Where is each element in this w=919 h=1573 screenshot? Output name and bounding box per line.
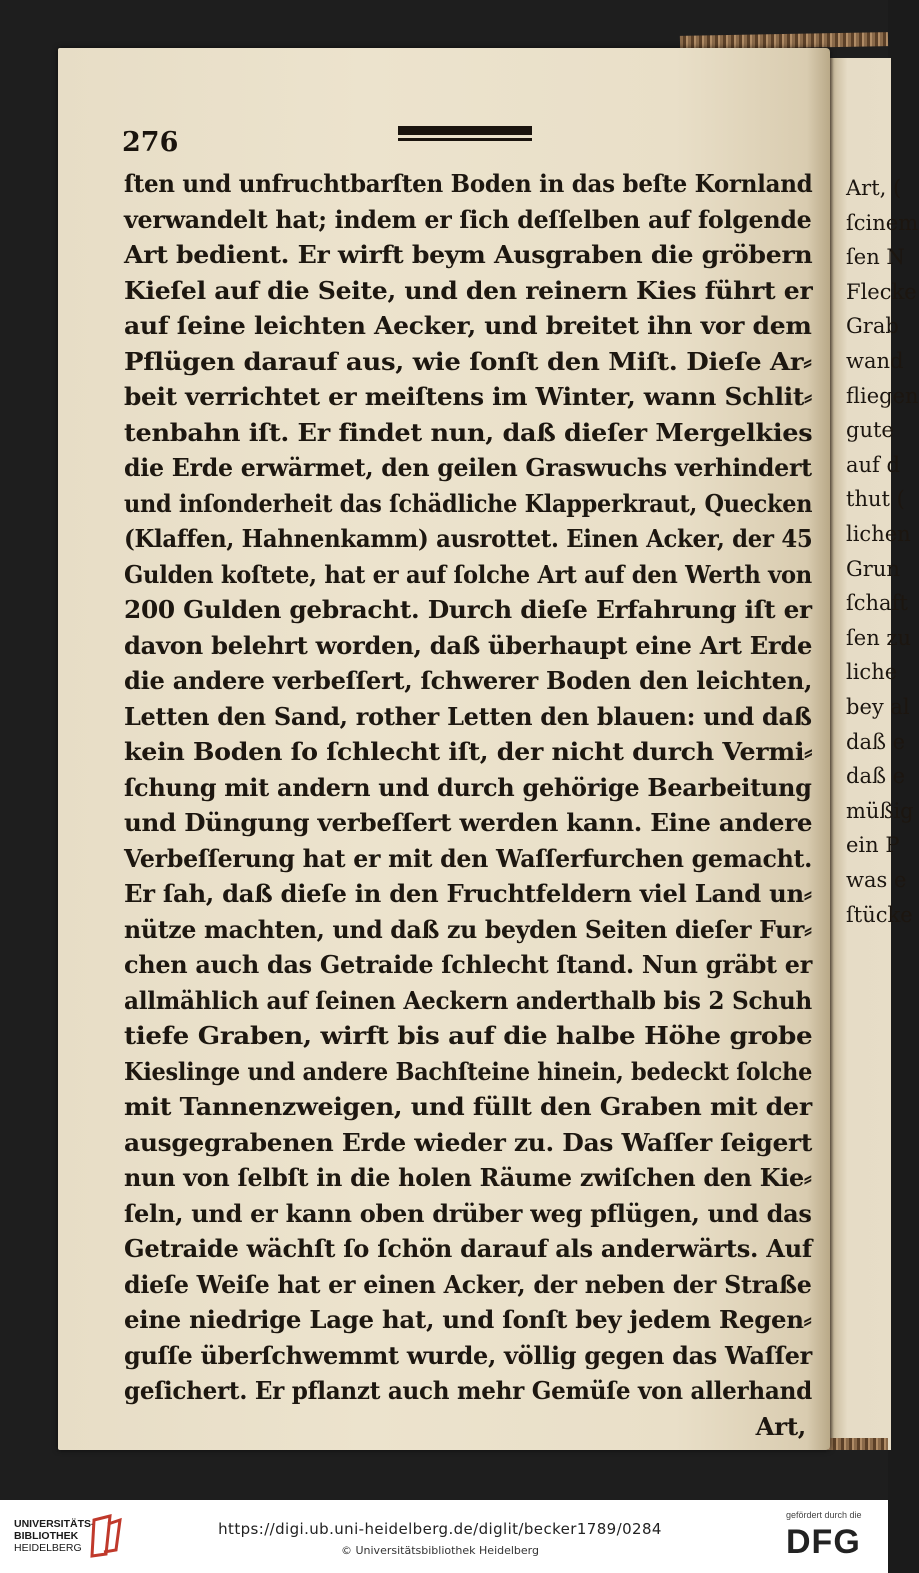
- text-line: guſſe überſchwemmt wurde, völlig gegen das Waſſer: [124, 1340, 813, 1370]
- library-logo-text[interactable]: [14, 1518, 95, 1554]
- text-line: Gulden koſtete, hat er auf ſolche Art auf den Werth von: [124, 559, 812, 589]
- facing-page-line: auf d: [846, 452, 900, 477]
- facing-page-line: gute: [846, 418, 894, 443]
- facing-page-line: liche: [846, 660, 898, 685]
- facing-page-line: thut (: [846, 487, 905, 512]
- text-line: ſeln, und er kann oben drüber weg pflügen, und das: [124, 1198, 812, 1228]
- text-line: dieſe Weiſe hat er einen Acker, der neben der Straße: [124, 1269, 812, 1299]
- text-line: geſichert. Er pflanzt auch mehr Gemüſe von allerhand: [124, 1376, 812, 1405]
- text-line: ſten und unfruchtbarſten Boden in das beſte Kornland: [124, 169, 813, 198]
- text-line: Er ſah, daß dieſe in den Fruchtfeldern viel Land un⸗: [124, 879, 812, 908]
- facing-page-line: ein P: [846, 833, 900, 858]
- text-line: und Düngung verbeſſert werden kann. Eine andere: [124, 808, 813, 837]
- text-line: und inſonderheit das ſchädliche Klapperkraut, Quecken: [124, 488, 813, 518]
- page-number: 276: [122, 127, 179, 158]
- facing-page-line: ſen N: [846, 245, 905, 270]
- text-line: Verbeſſerung hat er mit den Waſſerfurchen gemacht.: [124, 843, 813, 873]
- text-line: Pflügen darauf aus, wie ſonſt den Miſt. Dieſe Ar⸗: [124, 346, 812, 376]
- facing-page-line: ſchaft: [846, 591, 908, 616]
- text-line: die Erde erwärmet, den geilen Graswuchs verhindert: [124, 453, 812, 482]
- logo-line-1: UNIVERSITÄTS-: [14, 1518, 95, 1530]
- text-line: verwandelt hat; indem er ſich deſſelben auf folgende: [124, 204, 812, 234]
- text-line: tiefe Graben, wirft bis auf die halbe Höhe grobe: [124, 1021, 813, 1050]
- text-line: Letten den Sand, rother Letten den blauen: und daß: [124, 701, 812, 731]
- dfg-logo[interactable]: DFG: [786, 1523, 861, 1561]
- text-line: tenbahn iſt. Er findet nun, daß dieſer Mergelkies: [124, 417, 813, 447]
- footer-copyright: © Universitätsbibliothek Heidelberg: [340, 1544, 539, 1557]
- facing-page-line: wand: [846, 349, 904, 373]
- facing-page-line: daß e: [846, 729, 906, 754]
- text-line: Art bedient. Er wirft beym Ausgraben die gröbern: [124, 240, 813, 269]
- header-ornament-rule: [398, 126, 532, 144]
- facing-page-line: ſcinem: [846, 210, 919, 235]
- dfg-funding-note: gefördert durch die: [786, 1510, 862, 1520]
- catchword: Art,: [755, 1411, 806, 1441]
- facing-page-line: Grun: [846, 556, 900, 581]
- footer-bar: [0, 1500, 888, 1573]
- text-line: ausgegrabenen Erde wieder zu. Das Waſſer ſeigert: [124, 1127, 813, 1157]
- text-line: chen auch das Getraide ſchlecht ſtand. Nun gräbt er: [124, 950, 812, 979]
- facing-page-line: Art, (: [846, 176, 902, 200]
- footer-url-link[interactable]: https://digi.ub.uni-heidelberg.de/diglit/becker1789/0284: [218, 1520, 662, 1538]
- facing-page-line: daß e: [846, 764, 906, 789]
- text-line: Getraide wächſt ſo ſchön darauf als anderwärts. Auf: [124, 1234, 813, 1263]
- facing-page-line: fliegen: [846, 383, 919, 408]
- logo-line-2: BIBLIOTHEK: [14, 1530, 79, 1542]
- text-line: ſchung mit andern und durch gehörige Bearbeitung: [124, 772, 812, 802]
- library-logo-icon[interactable]: [90, 1514, 124, 1558]
- facing-page-line: Flecke: [846, 279, 917, 304]
- text-line: beit verrichtet er meiſtens im Winter, wann Schlit⸗: [124, 382, 813, 411]
- facing-page-line: ſen zu: [846, 625, 911, 650]
- facing-page-line: bey al: [846, 695, 910, 719]
- text-line: nun von ſelbſt in die holen Räume zwiſchen den Kie⸗: [124, 1163, 812, 1192]
- facing-page-line: was e: [846, 868, 907, 892]
- text-line: die andere verbeſſert, ſchwerer Boden den leichten,: [124, 666, 813, 695]
- text-line: 200 Gulden gebracht. Durch dieſe Erfahrung iſt er: [124, 595, 812, 624]
- text-line: kein Boden ſo ſchlecht iſt, der nicht durch Vermi⸗: [124, 737, 813, 766]
- text-line: eine niedrige Lage hat, und ſonſt bey jedem Regen⸗: [124, 1305, 812, 1334]
- facing-page-line: müßig: [846, 798, 914, 823]
- page-text: [124, 166, 814, 1444]
- text-line: davon belehrt worden, daß überhaupt eine Art Erde: [124, 630, 813, 660]
- text-line: auf ſeine leichten Aecker, und breitet ihn vor dem: [124, 311, 812, 340]
- text-line: (Klaffen, Hahnenkamm) ausrottet. Einen Acker, der 45: [124, 524, 813, 553]
- text-line: Kieſel auf die Seite, und den reinern Kies führt er: [124, 275, 813, 305]
- logo-line-3: HEIDELBERG: [14, 1542, 82, 1554]
- facing-page-line: Grab: [846, 314, 899, 339]
- text-line: Kieslinge und andere Bachſteine hinein, bedeckt ſolche: [124, 1056, 813, 1086]
- facing-page-line: lichen: [846, 522, 911, 546]
- text-line: allmählich auf ſeinen Aeckern anderthalb bis 2 Schuh: [124, 985, 812, 1015]
- text-line: mit Tannenzweigen, und füllt den Graben mit der: [124, 1092, 812, 1121]
- text-line: nütze machten, und daß zu beyden Seiten dieſer Fur⸗: [124, 914, 812, 944]
- facing-page-line: ſtücke: [846, 902, 913, 927]
